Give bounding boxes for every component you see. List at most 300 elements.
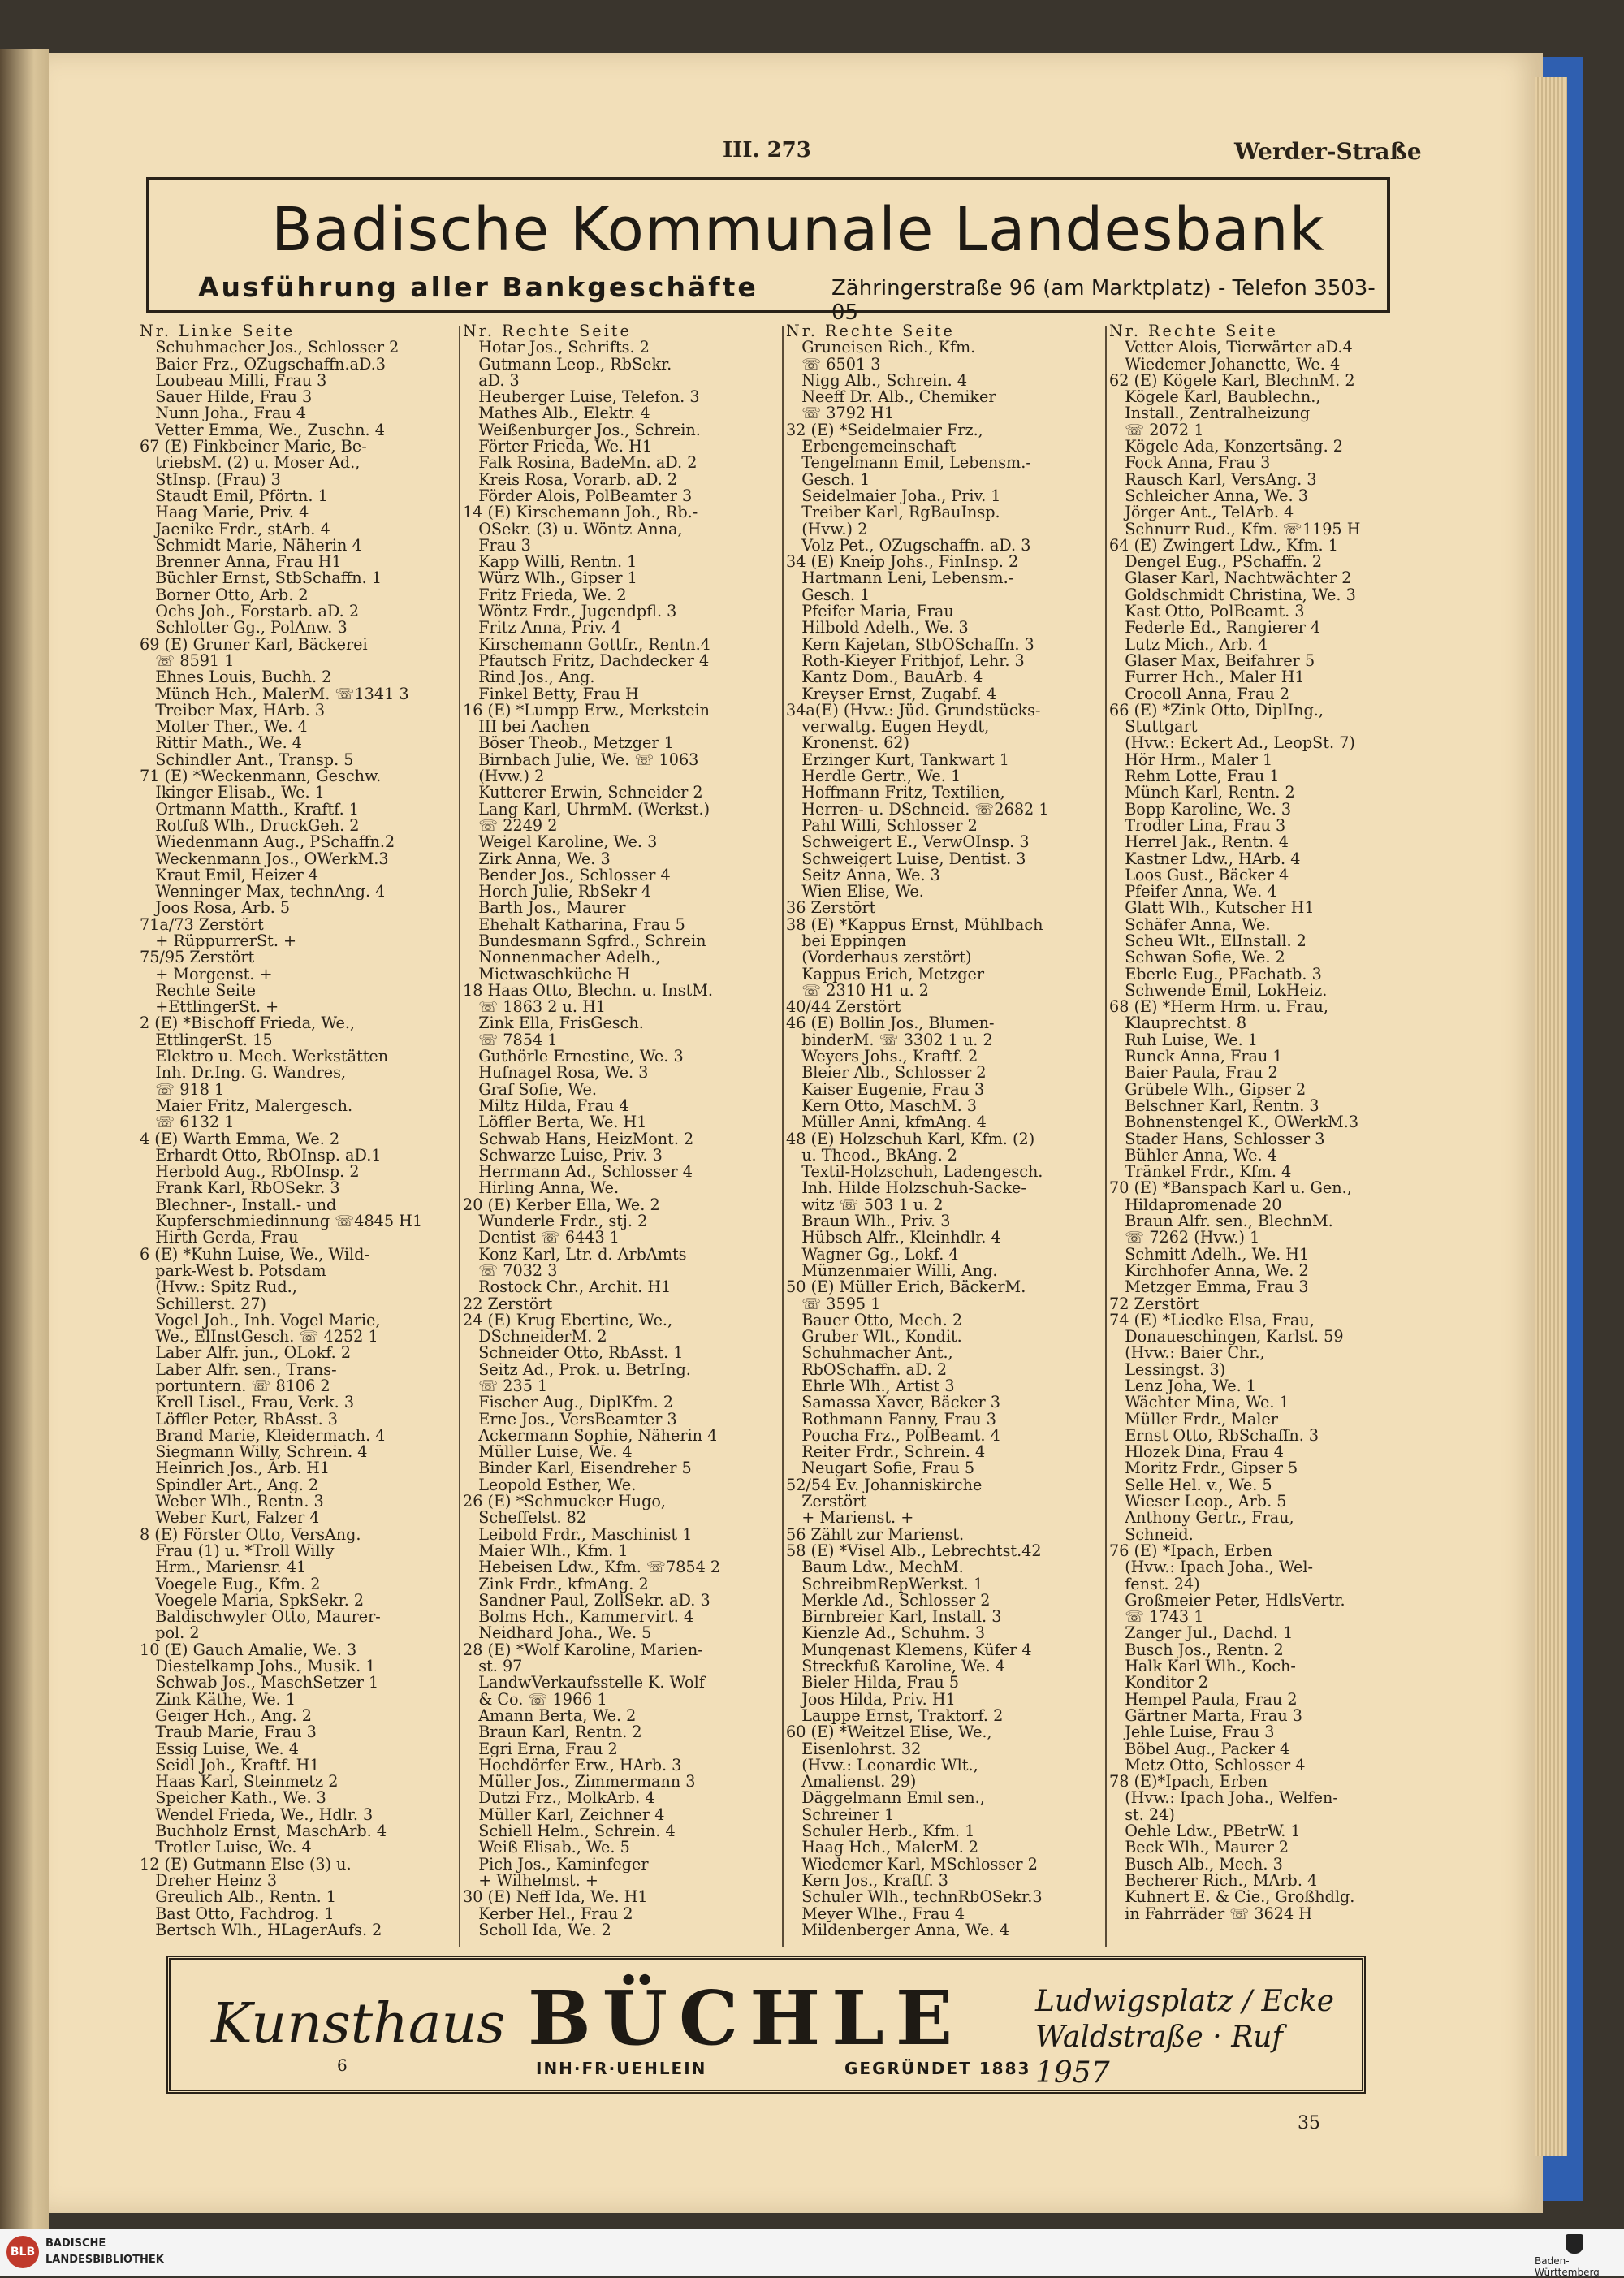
directory-entry: Finkel Betty, Frau H <box>463 685 639 702</box>
directory-entry: Falk Rosina, BadeMn. aD. 2 <box>463 455 698 472</box>
library-name <box>45 2236 164 2268</box>
directory-entry: 16 (E) *Lumpp Erw., Merkstein <box>463 702 710 720</box>
directory-entry: 75/95 Zerstört <box>140 949 255 966</box>
library-logo-icon: BLB <box>6 2236 39 2268</box>
directory-entry: 24 (E) Krug Ebertine, We., <box>463 1312 673 1329</box>
directory-entry: Ehrle Wlh., Artist 3 <box>786 1378 955 1395</box>
directory-entry: Bopp Karoline, We. 3 <box>1109 801 1292 818</box>
directory-entry: 62 (E) Kögele Karl, BlechnM. 2 <box>1109 372 1355 390</box>
directory-entry: Wunderle Frdr., stj. 2 <box>463 1213 648 1230</box>
state-crest-icon <box>1566 2234 1583 2254</box>
directory-entry: Rechte Seite <box>140 982 256 1000</box>
directory-entry: Wiedemer Karl, MSchlosser 2 <box>786 1856 1038 1873</box>
directory-entry: Kern Kajetan, StbOSchaffn. 3 <box>786 636 1034 653</box>
directory-entry: Rotfuß Wlh., DruckGeh. 2 <box>140 817 360 835</box>
directory-entry: 2 (E) *Bischoff Frieda, We., <box>140 1015 356 1032</box>
directory-entry: Trotler Luise, We. 4 <box>140 1839 312 1857</box>
directory-entry: + Wilhelmst. + <box>463 1872 598 1890</box>
directory-entry: Crocoll Anna, Frau 2 <box>1109 685 1290 702</box>
directory-entry: Dengel Eug., PSchaffn. 2 <box>1109 554 1323 571</box>
directory-entry: portuntern. ☏ 8106 2 <box>140 1378 330 1395</box>
directory-entry: OSekr. (3) u. Wöntz Anna, <box>463 521 683 538</box>
column-1 <box>140 323 458 1939</box>
directory-entry: Kern Jos., Kraftf. 3 <box>786 1872 948 1890</box>
directory-entry: Joos Rosa, Arb. 5 <box>140 900 291 917</box>
directory-entry: (Vorderhaus zerstört) <box>786 949 972 966</box>
directory-entry: Zerstört <box>786 1493 867 1511</box>
directory-entry: Konz Karl, Ltr. d. ArbAmts <box>463 1246 687 1263</box>
directory-entry: Treiber Karl, RgBauInsp. <box>786 504 1000 521</box>
directory-entry: ☏ 918 1 <box>140 1081 225 1098</box>
directory-entry: ☏ 2072 1 <box>1109 421 1204 439</box>
directory-entry: Bertsch Wlh., HLagerAufs. 2 <box>140 1921 382 1939</box>
directory-entry: (Hvw.) 2 <box>786 521 868 538</box>
directory-entry: Haag Marie, Priv. 4 <box>140 504 309 521</box>
directory-entry: Volz Pet., OZugschaffn. aD. 3 <box>786 537 1031 555</box>
directory-entry: 10 (E) Gauch Amalie, We. 3 <box>140 1641 357 1659</box>
directory-entry: Heuberger Luise, Telefon. 3 <box>463 389 700 406</box>
directory-entry: ☏ 2249 2 <box>463 817 558 835</box>
directory-entry: bei Eppingen <box>786 932 907 950</box>
directory-entry: Wieser Leop., Arb. 5 <box>1109 1493 1287 1511</box>
directory-entry: Wendel Frieda, We., Hdlr. 3 <box>140 1806 374 1824</box>
directory-entry: Kapp Willi, Rentn. 1 <box>463 554 637 571</box>
directory-entry: Haag Hch., MalerM. 2 <box>786 1839 979 1857</box>
directory-entry: Gesch. 1 <box>786 471 870 488</box>
directory-entry: III bei Aachen <box>463 719 590 736</box>
directory-entry: Fischer Aug., DiplKfm. 2 <box>463 1394 673 1411</box>
directory-entry: Hufnagel Rosa, We. 3 <box>463 1065 649 1082</box>
directory-entry: Nigg Alb., Schrein. 4 <box>786 372 968 390</box>
directory-entry: Anthony Gertr., Frau, <box>1109 1510 1294 1527</box>
directory-entry: Fritz Frieda, We. 2 <box>463 586 627 604</box>
directory-entry: 20 (E) Kerber Ella, We. 2 <box>463 1196 660 1214</box>
directory-entry: Kirschemann Gottfr., Rentn.4 <box>463 636 710 653</box>
directory-entry: Hempel Paula, Frau 2 <box>1109 1691 1298 1708</box>
directory-entry: Wiedemer Johanette, We. 4 <box>1109 356 1341 373</box>
directory-entry: Schwab Hans, HeizMont. 2 <box>463 1130 694 1148</box>
directory-entry: ☏ 1743 1 <box>1109 1609 1204 1626</box>
directory-entry: Kuhnert E. & Cie., Großhdlg. <box>1109 1889 1355 1906</box>
directory-entry: Herren- u. DSchneid. ☏2682 1 <box>786 801 1049 818</box>
directory-entry: SchreibmRepWerkst. 1 <box>786 1576 983 1593</box>
directory-entry: Metz Otto, Schlosser 4 <box>1109 1757 1306 1774</box>
kunsthaus-advertisement <box>166 1956 1366 2094</box>
directory-entry: Textil-Holzschuh, Ladengesch. <box>786 1164 1043 1181</box>
directory-entry: Laber Alfr. sen., Trans- <box>140 1361 337 1378</box>
directory-entry: 38 (E) *Kappus Ernst, Mühlbach <box>786 916 1043 933</box>
directory-entry: Greulich Alb., Rentn. 1 <box>140 1889 337 1906</box>
directory-entry: Reiter Frdr., Schrein. 4 <box>786 1444 986 1461</box>
directory-entry: Dentist ☏ 6443 1 <box>463 1230 620 1247</box>
directory-entry: 66 (E) *Zink Otto, DiplIng., <box>1109 702 1324 720</box>
directory-entry: Hör Hrm., Maler 1 <box>1109 751 1273 769</box>
state-name: Baden-Württemberg <box>1535 2255 1600 2278</box>
directory-entry: Dutzi Frz., MolkArb. 4 <box>463 1790 655 1807</box>
directory-entry: Moritz Frdr., Gipser 5 <box>1109 1460 1298 1477</box>
directory-entry: Pahl Willi, Schlosser 2 <box>786 817 978 835</box>
directory-entry: EttlingerSt. 15 <box>140 1031 273 1049</box>
directory-entry: Würz Wlh., Gipser 1 <box>463 570 637 587</box>
directory-entry: Herbold Aug., RbOInsp. 2 <box>140 1164 360 1181</box>
directory-entry: Vogel Joh., Inh. Vogel Marie, <box>140 1312 381 1329</box>
directory-entry: Böbel Aug., Packer 4 <box>1109 1740 1290 1757</box>
directory-entry: Büchler Ernst, StbSchaffn. 1 <box>140 570 382 587</box>
directory-entry: Schreiner 1 <box>786 1806 895 1824</box>
directory-entry: Egri Erna, Frau 2 <box>463 1740 618 1757</box>
directory-entry: Stuttgart <box>1109 719 1198 736</box>
bank-address: Zähringerstraße 96 (am Marktplatz) - Telefon 3503-05 <box>831 276 1376 325</box>
directory-entry: Nunn Joha., Frau 4 <box>140 405 307 422</box>
directory-entry: Schuler Herb., Kfm. 1 <box>786 1823 975 1840</box>
directory-entry: 52/54 Ev. Johanniskirche <box>786 1476 983 1494</box>
directory-entry: + RüppurrerSt. + <box>140 932 297 950</box>
directory-entry: Kirchhofer Anna, We. 2 <box>1109 1262 1309 1280</box>
directory-entry: Schlotter Gg., PolAnw. 3 <box>140 620 348 637</box>
directory-entry: Bolms Hch., Kammervirt. 4 <box>463 1609 694 1626</box>
directory-entry: Braun Wlh., Priv. 3 <box>786 1213 951 1230</box>
column-divider <box>782 326 784 1947</box>
directory-entry: Herdle Gertr., We. 1 <box>786 768 961 785</box>
directory-entry: Poucha Frz., PolBeamt. 4 <box>786 1427 1000 1445</box>
kunsthaus-owner: INH·FR·UEHLEIN <box>536 2059 707 2078</box>
directory-entry: Förter Frieda, We. H1 <box>463 439 653 456</box>
directory-entry: ☏ 3595 1 <box>786 1295 881 1312</box>
directory-entry: Traub Marie, Frau 3 <box>140 1724 317 1741</box>
directory-entry: 4 (E) Warth Emma, We. 2 <box>140 1130 340 1148</box>
directory-entry: Bast Otto, Fachdrog. 1 <box>140 1905 335 1922</box>
directory-entry: Eberle Eug., PFachatb. 3 <box>1109 966 1322 983</box>
directory-entry: Bender Jos., Schlosser 4 <box>463 867 671 884</box>
page-stack-edge <box>1535 77 1567 2156</box>
directory-entry: 64 (E) Zwingert Ldw., Kfm. 1 <box>1109 537 1338 555</box>
directory-entry: Scheu Wlt., ElInstall. 2 <box>1109 932 1307 950</box>
directory-entry: 28 (E) *Wolf Karoline, Marien- <box>463 1641 703 1659</box>
directory-entry: Wagner Gg., Lokf. 4 <box>786 1246 959 1263</box>
directory-entry: Müller Luise, We. 4 <box>463 1444 633 1461</box>
directory-entry: Tränkel Frdr., Kfm. 4 <box>1109 1164 1292 1181</box>
kunsthaus-address-line2: Waldstraße · Ruf 1957 <box>1035 2021 1283 2090</box>
directory-entry: st. 24) <box>1109 1806 1175 1824</box>
directory-entry: Pfeifer Maria, Frau <box>786 603 954 620</box>
directory-entry: 68 (E) *Herm Hrm. u. Frau, <box>1109 999 1328 1016</box>
directory-entry: Ehehalt Katharina, Frau 5 <box>463 916 685 933</box>
directory-entry: u. Theod., BkAng. 2 <box>786 1147 958 1165</box>
directory-entry: st. 97 <box>463 1658 523 1675</box>
directory-entry: Schuhmacher Jos., Schlosser 2 <box>140 339 400 357</box>
directory-entry: Weißenburger Jos., Schrein. <box>463 421 701 439</box>
directory-entry: Birnbreier Karl, Install. 3 <box>786 1609 1002 1626</box>
directory-entry: Treiber Max, HArb. 3 <box>140 702 326 720</box>
directory-entry: Goldschmidt Christina, We. 3 <box>1109 586 1356 604</box>
directory-entry: Zink Käthe, We. 1 <box>140 1691 296 1708</box>
directory-entry: Mungenast Klemens, Küfer 4 <box>786 1641 1032 1659</box>
directory-entry: Müller Karl, Zeichner 4 <box>463 1806 665 1824</box>
directory-entry: Tengelmann Emil, Lebensm.- <box>786 455 1031 472</box>
directory-entry: Münch Hch., MalerM. ☏1341 3 <box>140 685 409 702</box>
directory-entry: Lenz Joha, We. 1 <box>1109 1378 1257 1395</box>
directory-entry: Brenner Anna, Frau H1 <box>140 554 342 571</box>
column-2 <box>463 323 781 1939</box>
directory-entry: Gesch. 1 <box>786 586 870 604</box>
directory-entry: Ortmann Matth., Kraftf. 1 <box>140 801 359 818</box>
directory-entry: Seidelmaier Joha., Priv. 1 <box>786 487 1001 505</box>
directory-entry: Krell Lisel., Frau, Verk. 3 <box>140 1394 355 1411</box>
page-number: 35 <box>1298 2113 1320 2133</box>
column-divider <box>1105 326 1107 1947</box>
directory-entry: Ruh Luise, We. 1 <box>1109 1031 1259 1049</box>
directory-entry: Weyers Johs., Kraftf. 2 <box>786 1048 978 1066</box>
directory-entry: aD. 3 <box>463 372 520 390</box>
directory-entry: Zirk Anna, We. 3 <box>463 850 611 867</box>
directory-entry: Bohnenstengel K., OWerkM.3 <box>1109 1114 1359 1131</box>
directory-entry: Federle Ed., Rangierer 4 <box>1109 620 1321 637</box>
directory-entry: Borner Otto, Arb. 2 <box>140 586 309 604</box>
directory-entry: 69 (E) Gruner Karl, Bäckerei <box>140 636 368 653</box>
directory-entry: Mietwaschküche H <box>463 966 631 983</box>
directory-entry: Herrel Jak., Rentn. 4 <box>1109 834 1289 851</box>
directory-entry: We., ElInstGesch. ☏ 4252 1 <box>140 1329 378 1346</box>
directory-entry: Bundesmann Sgfrd., Schrein <box>463 932 706 950</box>
directory-entry: Zink Frdr., kfmAng. 2 <box>463 1576 649 1593</box>
directory-entry: Siegmann Willy, Schrein. 4 <box>140 1444 368 1461</box>
directory-entry: Busch Alb., Mech. 3 <box>1109 1856 1283 1873</box>
directory-entry: Klauprechtst. 8 <box>1109 1015 1247 1032</box>
directory-entry: Kienzle Ad., Schuhm. 3 <box>786 1625 986 1642</box>
directory-entry: Seitz Anna, We. 3 <box>786 867 940 884</box>
directory-entry: ☏ 8591 1 <box>140 652 235 670</box>
directory-entry: Frau 3 <box>463 537 531 555</box>
directory-entry: 58 (E) *Visel Alb., Lebrechtst.42 <box>786 1542 1042 1560</box>
directory-entry: Laber Alfr. jun., OLokf. 2 <box>140 1345 352 1362</box>
directory-entry: Nonnenmacher Adelh., <box>463 949 661 966</box>
directory-entry: Speicher Kath., We. 3 <box>140 1790 326 1807</box>
directory-entry: Hilbold Adelh., We. 3 <box>786 620 969 637</box>
directory-entry: Lang Karl, UhrmM. (Werkst.) <box>463 801 710 818</box>
directory-entry: Neidhard Joha., We. 5 <box>463 1625 652 1642</box>
directory-entry: Dreher Heinz 3 <box>140 1872 278 1890</box>
directory-entry: Roth-Kieyer Frithjof, Lehr. 3 <box>786 652 1025 670</box>
directory-entry: Grübele Wlh., Gipser 2 <box>1109 1081 1307 1098</box>
directory-entry: Kern Otto, MaschM. 3 <box>786 1097 977 1115</box>
directory-entry: Braun Karl, Rentn. 2 <box>463 1724 642 1741</box>
directory-entry: 50 (E) Müller Erich, BäckerM. <box>786 1279 1026 1296</box>
directory-entry: Neeff Dr. Alb., Chemiker <box>786 389 996 406</box>
directory-entry: Schmidt Marie, Näherin 4 <box>140 537 362 555</box>
directory-entry: 34 (E) Kneip Johs., FinInsp. 2 <box>786 554 1019 571</box>
directory-entry: Kastner Ldw., HArb. 4 <box>1109 850 1301 867</box>
directory-entry: Fritz Anna, Priv. 4 <box>463 620 622 637</box>
directory-entry: Kerber Hel., Frau 2 <box>463 1905 633 1922</box>
directory-entry: Sauer Hilde, Frau 3 <box>140 389 313 406</box>
directory-entry: Gruber Wlt., Kondit. <box>786 1329 962 1346</box>
directory-entry: Weiß Elisab., We. 5 <box>463 1839 630 1857</box>
directory-entry: (Hvw.: Ipach Joha., Wel- <box>1109 1559 1314 1576</box>
directory-entry: Schwarze Luise, Priv. 3 <box>463 1147 663 1165</box>
directory-entry: Däggelmann Emil sen., <box>786 1790 985 1807</box>
directory-entry: Jaenike Frdr., stArb. 4 <box>140 521 330 538</box>
directory-entry: Schäfer Anna, We. <box>1109 916 1271 933</box>
directory-entry: Löffler Peter, RbAsst. 3 <box>140 1411 339 1428</box>
directory-entry: Herrmann Ad., Schlosser 4 <box>463 1164 693 1181</box>
directory-entry: Kantz Dom., BauArb. 4 <box>786 669 983 686</box>
bank-name: Badische Kommunale Landesbank <box>271 195 1325 265</box>
directory-entry: Pfautsch Fritz, Dachdecker 4 <box>463 652 710 670</box>
directory-entry: Baier Paula, Frau 2 <box>1109 1065 1278 1082</box>
bank-advertisement <box>146 177 1390 325</box>
directory-entry: Löffler Berta, We. H1 <box>463 1114 647 1131</box>
street-title: Werder-Straße <box>1234 138 1422 165</box>
directory-entry: Jehle Luise, Frau 3 <box>1109 1724 1275 1741</box>
directory-entry: StInsp. (Frau) 3 <box>140 471 281 488</box>
directory-entry: 70 (E) *Banspach Karl u. Gen., <box>1109 1180 1352 1197</box>
directory-entry: Schindler Ant., Transp. 5 <box>140 751 354 769</box>
column-divider <box>459 326 460 1947</box>
directory-entry: Gruneisen Rich., Kfm. <box>786 339 976 357</box>
directory-entry: Frau (1) u. *Troll Willy <box>140 1542 335 1560</box>
directory-entry: Hotar Jos., Schrifts. 2 <box>463 339 650 357</box>
directory-entry: Schwab Jos., MaschSetzer 1 <box>140 1675 379 1692</box>
directory-entry: ☏ 7262 (Hvw.) 1 <box>1109 1230 1260 1247</box>
directory-entry: Großmeier Peter, HdlsVertr. <box>1109 1592 1345 1610</box>
directory-entry: Seidl Joh., Kraftf. H1 <box>140 1757 320 1774</box>
directory-entry: 32 (E) *Seidelmaier Frz., <box>786 421 983 439</box>
directory-entry: Lutz Mich., Arb. 4 <box>1109 636 1268 653</box>
directory-entry: Bieler Hilda, Frau 5 <box>786 1675 960 1692</box>
directory-entry: + Marienst. + <box>786 1510 914 1527</box>
directory-entry: ☏ 7854 1 <box>463 1031 558 1049</box>
directory-entry: Münzenmaier Willi, Ang. <box>786 1262 998 1280</box>
directory-entry: Hochdörfer Erw., HArb. 3 <box>463 1757 682 1774</box>
directory-entry: Voegele Eug., Kfm. 2 <box>140 1576 321 1593</box>
directory-entry: Molter Ther., We. 4 <box>140 719 308 736</box>
directory-entry: Install., Zentralheizung <box>1109 405 1311 422</box>
directory-entry: Münch Karl, Rentn. 2 <box>1109 785 1295 802</box>
directory-entry: Glatt Wlh., Kutscher H1 <box>1109 900 1315 917</box>
directory-entry: Schneider Otto, RbAsst. 1 <box>463 1345 684 1362</box>
directory-entry: Rind Jos., Ang. <box>463 669 595 686</box>
directory-entry: Belschner Karl, Rentn. 3 <box>1109 1097 1320 1115</box>
directory-entry: Wien Elise, We. <box>786 884 924 901</box>
directory-entry: Hrm., Mariensr. 41 <box>140 1559 307 1576</box>
directory-entry: Haas Karl, Steinmetz 2 <box>140 1774 339 1791</box>
directory-entry: 14 (E) Kirschemann Joh., Rb.- <box>463 504 698 521</box>
directory-entry: Glaser Max, Beifahrer 5 <box>1109 652 1315 670</box>
directory-entry: Rausch Karl, VersAng. 3 <box>1109 471 1317 488</box>
directory-entry: Gutmann Leop., RbSekr. <box>463 356 672 373</box>
directory-entry: park-West b. Potsdam <box>140 1262 326 1280</box>
directory-entry: Oehle Ldw., PBetrW. 1 <box>1109 1823 1301 1840</box>
directory-entry: binderM. ☏ 3302 1 u. 2 <box>786 1031 993 1049</box>
directory-entry: Schuler Wlh., technRbOSekr.3 <box>786 1889 1043 1906</box>
directory-entry: Hirling Anna, We. <box>463 1180 620 1197</box>
directory-entry: ☏ 2310 H1 u. 2 <box>786 982 930 1000</box>
directory-entry: Weber Kurt, Falzer 4 <box>140 1510 320 1527</box>
directory-entry: (Hvw.: Baier Chr., <box>1109 1345 1265 1362</box>
directory-entry: 67 (E) Finkbeiner Marie, Be- <box>140 439 367 456</box>
directory-entry: Halk Karl Wlh., Koch- <box>1109 1658 1296 1675</box>
ad-small-number: 6 <box>337 2055 348 2075</box>
directory-entry: Böser Theob., Metzger 1 <box>463 735 674 752</box>
directory-entry: Staudt Emil, Pförtn. 1 <box>140 487 328 505</box>
directory-entry: Hebeisen Ldw., Kfm. ☏7854 2 <box>463 1559 721 1576</box>
directory-entry: Stader Hans, Schlosser 3 <box>1109 1130 1325 1148</box>
directory-entry: Wächter Mina, We. 1 <box>1109 1394 1289 1411</box>
directory-entry: Kreis Rosa, Vorarb. aD. 2 <box>463 471 678 488</box>
directory-entry: Ernst Otto, RbSchaffn. 3 <box>1109 1427 1320 1445</box>
directory-entry: Joos Hilda, Priv. H1 <box>786 1691 956 1708</box>
directory-entry: Vetter Emma, We., Zuschn. 4 <box>140 421 385 439</box>
directory-entry: Erzinger Kurt, Tankwart 1 <box>786 751 1010 769</box>
directory-entry: Kreyser Ernst, Zugabf. 4 <box>786 685 997 702</box>
directory-entry: ☏ 1863 2 u. H1 <box>463 999 607 1016</box>
directory-entry: Wenninger Max, technAng. 4 <box>140 884 386 901</box>
directory-entry: 12 (E) Gutmann Else (3) u. <box>140 1856 352 1873</box>
directory-entry: Müller Frdr., Maler <box>1109 1411 1278 1428</box>
directory-entry: Müller Jos., Zimmermann 3 <box>463 1774 696 1791</box>
directory-entry: Seitz Ad., Prok. u. BetrIng. <box>463 1361 691 1378</box>
directory-entry: Pich Jos., Kaminfeger <box>463 1856 649 1873</box>
directory-entry: Frank Karl, RbOSekr. 3 <box>140 1180 340 1197</box>
directory-entry: verwaltg. Eugen Heydt, <box>786 719 990 736</box>
directory-entry: witz ☏ 503 1 u. 2 <box>786 1196 944 1214</box>
directory-entry: Beck Wlh., Maurer 2 <box>1109 1839 1289 1857</box>
directory-entry: Baier Frz., OZugschaffn.aD.3 <box>140 356 387 373</box>
directory-entry: 34a(E) (Hvw.: Jüd. Grundstücks- <box>786 702 1041 720</box>
directory-entry: Becherer Rich., MArb. 4 <box>1109 1872 1318 1890</box>
kunsthaus-script: Kunsthaus <box>211 1992 506 2056</box>
directory-entry: 46 (E) Bollin Jos., Blumen- <box>786 1015 995 1032</box>
directory-entry: 40/44 Zerstört <box>786 999 901 1016</box>
directory-entry: ☏ 6501 3 <box>786 356 881 373</box>
directory-entry: Lauppe Ernst, Traktorf. 2 <box>786 1707 1004 1725</box>
directory-entry: Mildenberger Anna, We. 4 <box>786 1921 1009 1939</box>
directory-entry: Gärtner Marta, Frau 3 <box>1109 1707 1303 1725</box>
directory-entry: Barth Jos., Maurer <box>463 900 626 917</box>
directory-entry: Erhardt Otto, RbOInsp. aD.1 <box>140 1147 382 1165</box>
directory-entry: Binder Karl, Eisendreher 5 <box>463 1460 692 1477</box>
directory-entry: Ehnes Louis, Buchh. 2 <box>140 669 332 686</box>
directory-entry: Müller Anni, kfmAng. 4 <box>786 1114 987 1131</box>
directory-entry: Schnurr Rud., Kfm. ☏1195 H <box>1109 521 1361 538</box>
column-4 <box>1109 323 1427 1922</box>
kunsthaus-address <box>1035 1984 1362 2091</box>
directory-entry: Scholl Ida, We. 2 <box>463 1921 611 1939</box>
directory-entry: Horch Julie, RbSekr 4 <box>463 884 652 901</box>
directory-entry: Wöntz Frdr., Jugendpfl. 3 <box>463 603 677 620</box>
directory-entry: Zanger Jul., Dachd. 1 <box>1109 1625 1294 1642</box>
directory-entry: Selle Hel. v., We. 5 <box>1109 1476 1272 1494</box>
directory-entry: Metzger Emma, Frau 3 <box>1109 1279 1309 1296</box>
column-header: Nr. Rechte Seite <box>463 323 632 340</box>
directory-entry: 72 Zerstört <box>1109 1295 1199 1312</box>
directory-entry: Kappus Erich, Metzger <box>786 966 985 983</box>
directory-entry: Diestelkamp Johs., Musik. 1 <box>140 1658 376 1675</box>
directory-entry: Loos Gust., Bäcker 4 <box>1109 867 1289 884</box>
directory-entry: Leibold Frdr., Maschinist 1 <box>463 1526 693 1543</box>
directory-entry: Erbengemeinschaft <box>786 439 957 456</box>
directory-entry: Hübsch Alfr., Kleinhdlr. 4 <box>786 1230 1001 1247</box>
directory-entry: ☏ 6132 1 <box>140 1114 235 1131</box>
library-name-line1: BADISCHE <box>45 2237 106 2250</box>
directory-entry: 60 (E) *Weitzel Elise, We., <box>786 1724 992 1741</box>
kunsthaus-address-line1: Ludwigsplatz / Ecke <box>1035 1985 1335 2018</box>
directory-entry: Vetter Alois, Tierwärter aD.4 <box>1109 339 1353 357</box>
directory-entry: Eisenlohrst. 32 <box>786 1740 922 1757</box>
directory-entry: ☏ 235 1 <box>463 1378 548 1395</box>
directory-entry: Hildapromenade 20 <box>1109 1196 1282 1214</box>
directory-entry: Kupferschmiedinnung ☏4845 H1 <box>140 1213 423 1230</box>
